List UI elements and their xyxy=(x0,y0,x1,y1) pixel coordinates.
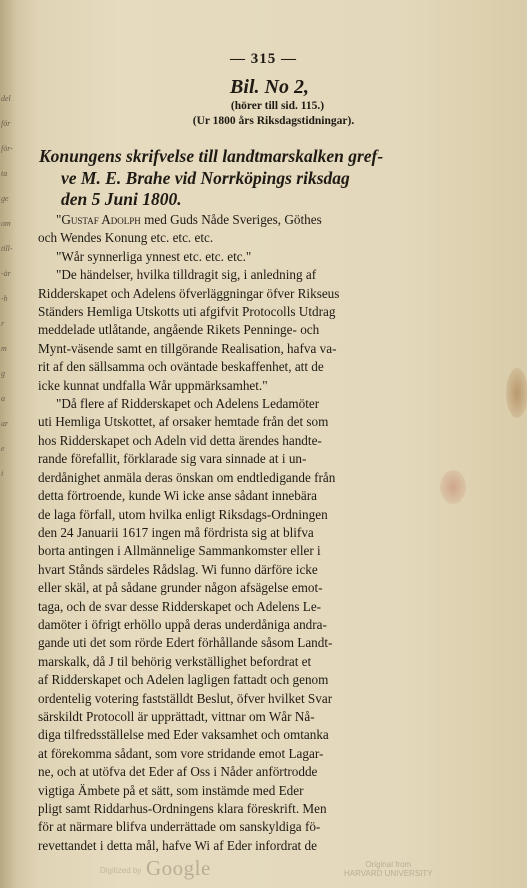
greeting-rest: med Guds Nåde Sveriges, Göthes xyxy=(140,212,322,227)
body-line: derdånighet anmäla deras önskan om endtledigande från xyxy=(38,469,336,485)
body-line: borta antingen i Allmännelige Sammankomster eller i xyxy=(38,543,321,559)
body-line: den 24 Januarii 1617 ingen må fördrista sig at blifva xyxy=(38,524,314,540)
gutter-mark: a xyxy=(1,394,5,403)
body-line: ordentelig votering fastställdt Beslut, öfver hvilket Svar xyxy=(38,690,333,706)
gutter-mark: e xyxy=(1,444,5,453)
body-line: revettandet i detta mål, hafve Wi af Eder infordrat de xyxy=(38,837,317,853)
page-number: — 315 — xyxy=(230,51,297,67)
paper-stain xyxy=(440,470,466,504)
title-line: ve M. E. Brahe vid Norrköpings riksdag xyxy=(61,167,350,188)
gutter-mark: m xyxy=(1,344,7,353)
body-line: Mynt-väsende samt en tillgörande Realisation, hafva va- xyxy=(38,340,337,356)
body-line: gande uti det som rörde Edert förhållande såsom Landt- xyxy=(38,635,333,651)
body-line: detta förtroende, kunde Wi icke anse sådant innebära xyxy=(38,488,317,504)
greeting-name: "Gustaf Adolph xyxy=(56,212,141,227)
body-line: uti Hemliga Utskottet, af orsaker hemtade från det som xyxy=(38,414,329,430)
gutter-mark: ge xyxy=(1,194,9,203)
paper-stain xyxy=(506,368,527,418)
page-gutter xyxy=(0,0,18,888)
title-line: den 5 Juni 1800. xyxy=(61,189,182,209)
gutter-mark: för- xyxy=(1,144,13,153)
body-line: Ridderskapet och Adelens öfverläggningar öfver Rikseus xyxy=(38,285,340,301)
body-line: taga, och de svar desse Ridderskapet och Adelens Le- xyxy=(38,598,322,614)
gutter-mark: om xyxy=(1,219,11,228)
appendix-label: Bil. No 2, xyxy=(230,76,309,98)
scan-footer xyxy=(0,852,527,888)
gutter-mark: g xyxy=(1,369,5,378)
body-line: meddelade utlåtande, angående Rikets Penninge- och xyxy=(38,322,320,338)
body-line: Ständers Hemliga Utskotts uti afgifvit Protocolls Utdrag xyxy=(38,304,336,320)
body-line: vigtiga Ämbete på et sätt, som instämde med Eder xyxy=(38,782,304,798)
gutter-mark: ta xyxy=(1,169,8,178)
body-line: eller skäl, at på sådane grunder någon afsägelse emot- xyxy=(38,580,323,596)
original-from-label xyxy=(344,860,433,878)
letter-body xyxy=(38,211,480,855)
document-title xyxy=(39,146,479,211)
body-line: icke kunnat undfalla Wår uppmärksamhet." xyxy=(38,377,268,393)
body-line: hos Ridderskapet och Adeln vid detta ärendes handte- xyxy=(38,432,322,448)
body-line: rande förefallit, förklarade sig vara sinnade at i un- xyxy=(38,451,307,467)
digitized-by-label: Digitized by xyxy=(100,866,142,875)
body-line: "Då flere af Ridderskapet och Adelens Ledamöter xyxy=(56,396,320,412)
gutter-mark: ar xyxy=(1,419,9,428)
institution-name: HARVARD UNIVERSITY xyxy=(344,869,433,878)
body-line: och Wendes Konung etc. etc. etc. xyxy=(38,230,214,246)
body-line: rit af den sällsamma och oväntade beskaffenhet, att de xyxy=(38,359,324,375)
body-line: af Ridderskapet och Adelen lagligen fattadt och genom xyxy=(38,672,329,688)
body-line: hvart Stånds särdeles Rådslag. Wi funno därföre icke xyxy=(38,561,318,577)
body-line: "De händelser, hvilka tilldragit sig, i anledning af xyxy=(56,267,317,283)
greeting-line xyxy=(38,211,480,229)
gutter-mark: till- xyxy=(1,244,13,253)
body-line: damöter i öfrigt erhöllo uppå deras underdåniga andra- xyxy=(38,616,327,632)
body-line: "Wår synnerliga ynnest etc. etc. etc." xyxy=(56,248,252,264)
page-reference: (hörer till sid. 115.) xyxy=(230,100,325,112)
gutter-mark: -h xyxy=(1,294,8,303)
source-note: (Ur 1800 års Riksdagstidningar). xyxy=(192,115,355,127)
body-line: för at närmare blifva underrättade om sanskyldiga fö- xyxy=(38,819,321,835)
body-lines xyxy=(38,229,480,855)
body-line: at förekomma sådant, som vore stridande emot Lagar- xyxy=(38,745,324,761)
body-line: särskildt Protocoll är upprättadt, vittnar om Wår Nå- xyxy=(38,708,315,724)
gutter-mark: -är xyxy=(1,269,11,278)
google-watermark: Google xyxy=(146,856,211,880)
body-line: pligt samt Riddarhus-Ordningens klara föreskrift. Men xyxy=(38,801,327,816)
body-line: diga tilfredsställelse med Eder vaksamhet och omtanka xyxy=(38,727,329,743)
gutter-mark: för xyxy=(1,119,11,128)
appendix-heading xyxy=(0,76,527,127)
gutter-mark: r xyxy=(1,319,5,328)
title-line: Konungens skrifvelse till landtmarskalken gref- xyxy=(39,146,384,166)
body-line: ne, och at utöfva det Eder af Oss i Nåder anförtrodde xyxy=(38,764,318,780)
original-from-text: Original from xyxy=(365,860,412,869)
body-line: de laga förfall, utom hvilka enligt Riksdags-Ordningen xyxy=(38,506,328,522)
gutter-mark: del xyxy=(1,94,11,103)
gutter-mark: i xyxy=(1,469,4,478)
body-line: marskalk, då J til behörig verkställighet befordrat et xyxy=(38,653,312,669)
gutter-bleed-text xyxy=(1,86,15,486)
